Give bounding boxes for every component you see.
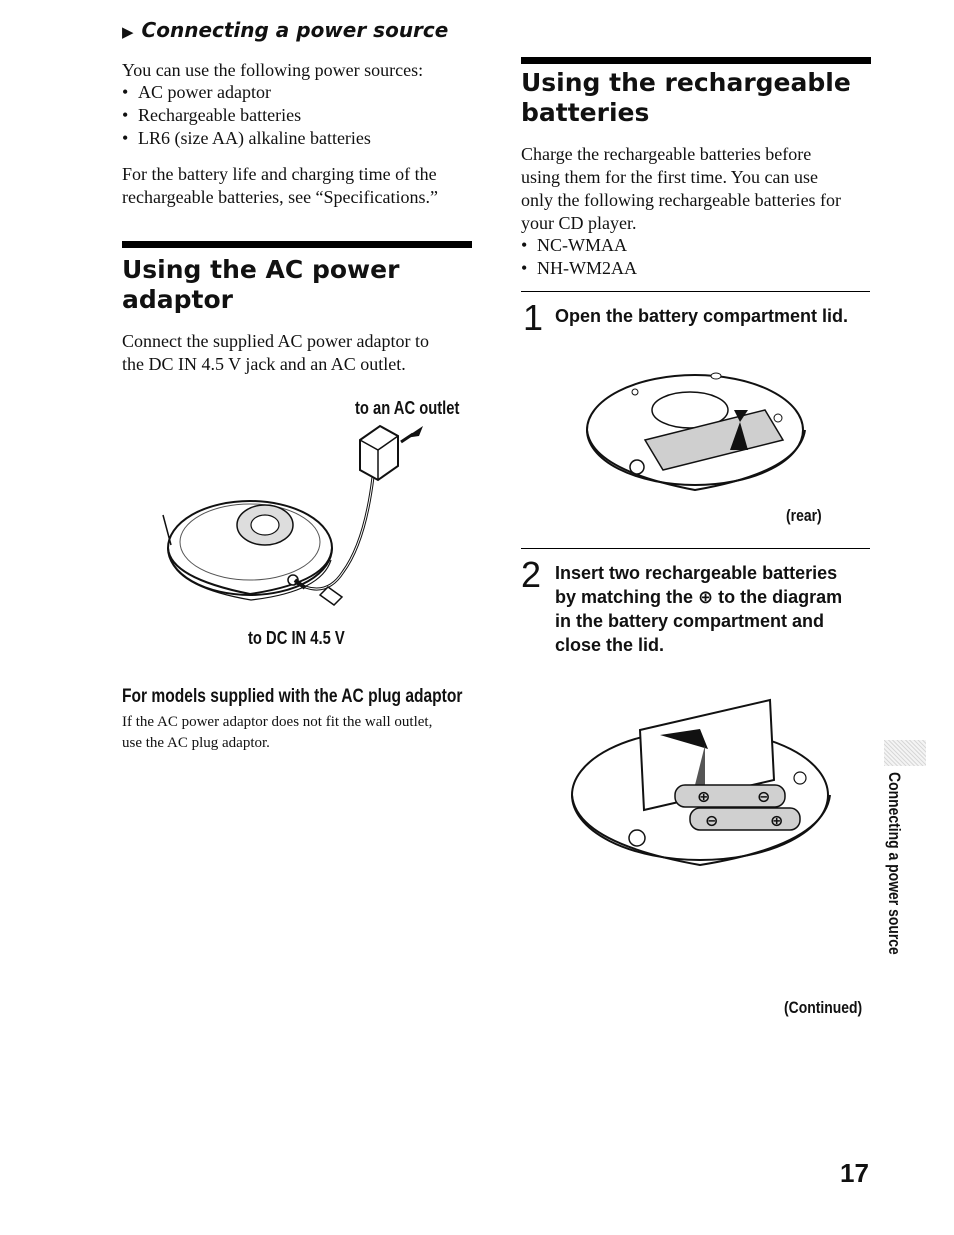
plug-adaptor-heading: For models supplied with the AC plug adaptor bbox=[122, 686, 463, 707]
continued-label: (Continued) bbox=[784, 998, 863, 1017]
body-line: If the AC power adaptor does not fit the wall outlet, bbox=[122, 714, 433, 730]
note-line: For the battery life and charging time of the bbox=[122, 164, 437, 184]
battery-life-note bbox=[122, 163, 438, 209]
ac-section-body bbox=[122, 330, 429, 376]
step-2-number: 2 bbox=[521, 554, 542, 595]
label-rear: (rear) bbox=[786, 506, 822, 525]
power-source-list bbox=[122, 81, 482, 150]
step-1-number: 1 bbox=[523, 297, 544, 338]
minus-icon: ⊖ bbox=[705, 811, 719, 830]
open-lid-illustration bbox=[580, 360, 820, 505]
insert-batteries-illustration bbox=[565, 690, 840, 875]
plug-adaptor-body bbox=[122, 712, 432, 754]
ac-adaptor-illustration bbox=[155, 420, 455, 630]
body-line: use the AC plug adaptor. bbox=[122, 735, 270, 751]
top-heading-text: Connecting a power source bbox=[141, 18, 449, 42]
minus-icon: ⊖ bbox=[757, 787, 771, 806]
list-item: • NC-WMAA bbox=[521, 234, 637, 257]
list-item: • LR6 (size AA) alkaline batteries bbox=[122, 127, 482, 150]
label-ac-outlet: to an AC outlet bbox=[355, 398, 460, 418]
step-1-text bbox=[555, 304, 875, 328]
body-line: Charge the rechargeable batteries before bbox=[521, 144, 812, 164]
step-line: Open the battery compartment lid. bbox=[555, 306, 849, 326]
play-arrow-icon: ▶ bbox=[122, 23, 134, 41]
title-line: Using the AC power bbox=[122, 255, 400, 284]
step-line: close the lid. bbox=[555, 635, 665, 655]
side-tab-label: Connecting a power source bbox=[885, 772, 904, 955]
battery-model-list bbox=[521, 234, 637, 280]
step-rule bbox=[521, 548, 870, 549]
plus-icon: ⊕ bbox=[697, 787, 711, 806]
list-item: • AC power adaptor bbox=[122, 81, 482, 104]
body-line: the DC IN 4.5 V jack and an AC outlet. bbox=[122, 354, 406, 374]
list-item: • NH-WM2AA bbox=[521, 257, 637, 280]
section-rule bbox=[122, 241, 472, 248]
side-tab-shade bbox=[884, 740, 926, 766]
note-line: rechargeable batteries, see “Specifications.” bbox=[122, 187, 439, 207]
body-line: Connect the supplied AC power adaptor to bbox=[122, 331, 429, 351]
body-line: only the following rechargeable batteries for bbox=[521, 190, 842, 210]
ac-section-title bbox=[122, 255, 482, 315]
plus-icon: ⊕ bbox=[770, 811, 784, 830]
top-heading bbox=[122, 18, 448, 42]
step-line: in the battery compartment and bbox=[555, 611, 825, 631]
body-line: your CD player. bbox=[521, 213, 637, 233]
section-rule bbox=[521, 57, 871, 64]
label-dc-in: to DC IN 4.5 V bbox=[248, 628, 345, 648]
title-line: Using the rechargeable bbox=[521, 68, 851, 97]
body-line: using them for the first time. You can use bbox=[521, 167, 818, 187]
rechargeable-section-title bbox=[521, 68, 881, 128]
step-line: by matching the ⊕ to the diagram bbox=[555, 587, 843, 607]
step-rule bbox=[521, 291, 870, 292]
page-number: 17 bbox=[840, 1158, 869, 1188]
step-line: Insert two rechargeable batteries bbox=[555, 563, 838, 583]
intro-text: You can use the following power sources: bbox=[122, 60, 424, 80]
title-line: batteries bbox=[521, 98, 650, 127]
step-2-text bbox=[555, 561, 875, 657]
list-item: • Rechargeable batteries bbox=[122, 104, 482, 127]
title-line: adaptor bbox=[122, 285, 233, 314]
rechargeable-body bbox=[521, 143, 881, 235]
